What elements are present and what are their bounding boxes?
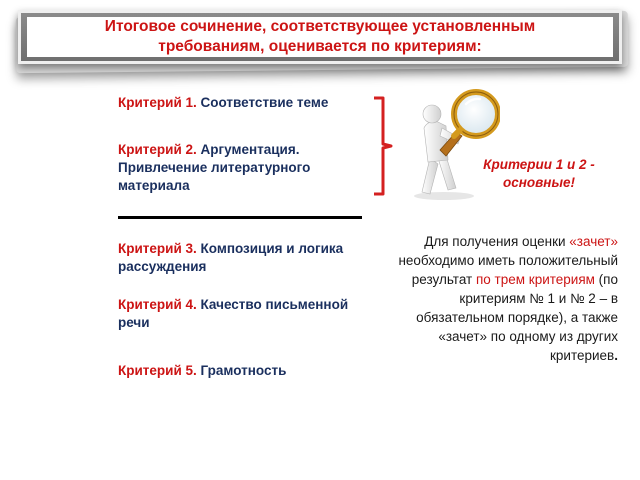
grading-note bbox=[370, 232, 618, 365]
main-criteria-note: Критерии 1 и 2 - основные! bbox=[483, 157, 595, 190]
criterion-5 bbox=[118, 362, 358, 380]
criterion-2-number: Критерий 2. bbox=[118, 142, 197, 157]
header-banner bbox=[18, 10, 622, 64]
header-banner-inner bbox=[27, 17, 613, 57]
criterion-4-number: Критерий 4. bbox=[118, 297, 197, 312]
criterion-3-number: Критерий 3. bbox=[118, 241, 197, 256]
note-end: . bbox=[614, 348, 618, 363]
criterion-3 bbox=[118, 240, 358, 276]
criterion-1-number: Критерий 1. bbox=[118, 95, 197, 110]
criterion-3-text: Композиция и логика рассуждения bbox=[118, 241, 344, 274]
note-part-5: (по критериям № 1 и № 2 – в обязательном порядке), а также «зачет» по одному из других критериев bbox=[416, 272, 618, 363]
criterion-4 bbox=[118, 296, 358, 332]
divider-line bbox=[118, 216, 362, 219]
note-part-3: необходимо иметь положительный результат bbox=[398, 253, 618, 287]
curly-bracket-icon bbox=[372, 96, 394, 196]
note-zachet: «зачет» bbox=[569, 234, 618, 249]
criterion-5-text: Грамотность bbox=[200, 363, 287, 378]
criterion-2 bbox=[118, 141, 364, 195]
note-part-1: Для получения оценки bbox=[424, 234, 570, 249]
note-three-criteria: по трем критериям bbox=[475, 272, 595, 287]
page-title: Итоговое сочинение, соответствующее установленным требованиям, оценивается по критериям: bbox=[104, 18, 536, 55]
criterion-5-number: Критерий 5. bbox=[118, 363, 197, 378]
criterion-1 bbox=[118, 94, 378, 112]
criterion-1-text: Соответствие теме bbox=[200, 95, 329, 110]
criterion-4-text: Качество письменной речи bbox=[118, 297, 349, 330]
criterion-2-text: Аргументация. Привлечение литературного материала bbox=[118, 142, 311, 193]
